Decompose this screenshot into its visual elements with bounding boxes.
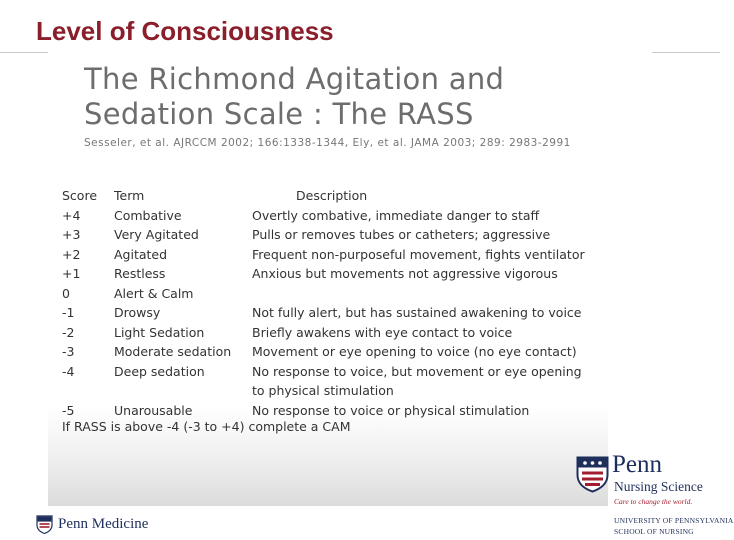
cell-description: Anxious but movements not aggressive vigorous [252, 266, 558, 282]
table-row [62, 401, 585, 421]
rass-heading-line1: The Richmond Agitation and [84, 62, 505, 96]
cell-score: -5 [62, 402, 75, 418]
cell-score: +3 [62, 227, 81, 243]
penn-wordmark: Penn [612, 451, 662, 478]
cell-description: Pulls or removes tubes or catheters; aggressive [252, 227, 551, 243]
table-row [62, 342, 585, 362]
cell-term: Alert & Calm [114, 285, 194, 301]
penn-shield-icon [36, 515, 53, 534]
cell-description: Briefly awakens with eye contact to voice [252, 324, 513, 340]
table-body [62, 206, 585, 421]
cell-description [252, 284, 585, 304]
cell-description: No response to voice, but movement or eye opening [252, 363, 582, 379]
cell-term: Combative [114, 207, 182, 223]
table-row [62, 323, 585, 343]
cell-description: No response to voice or physical stimulation [252, 402, 530, 418]
cell-description: Not fully alert, but has sustained awakening to voice [252, 305, 582, 321]
cell-score: -1 [62, 305, 75, 321]
cell-score: -2 [62, 324, 75, 340]
penn-nursing-logo [576, 451, 734, 540]
cell-description: to physical stimulation [252, 383, 394, 399]
nursing-science-wordmark: Nursing Science [614, 479, 703, 494]
header-description: Description [296, 188, 368, 204]
cell-term: Unarousable [114, 402, 193, 418]
cell-score: +4 [62, 207, 81, 223]
table-row [62, 264, 585, 284]
cell-term: Restless [114, 266, 166, 282]
rass-footnote: If RASS is above -4 (-3 to +4) complete a CAM [62, 419, 351, 434]
cell-score: +1 [62, 266, 81, 282]
penn-medicine-logo [36, 515, 148, 534]
cell-term: Light Sedation [114, 324, 205, 340]
cell-term: Drowsy [114, 305, 161, 321]
table-row [62, 206, 585, 226]
cell-score [62, 381, 114, 401]
university-line2: SCHOOL OF NURSING [614, 527, 694, 536]
table-row [62, 381, 585, 401]
table-header-row [62, 186, 585, 206]
penn-medicine-name: Penn Medicine [58, 516, 149, 532]
table-row [62, 303, 585, 323]
university-line1: UNIVERSITY OF PENNSYLVANIA [614, 516, 734, 525]
header-score: Score [62, 188, 98, 204]
penn-shield-icon [576, 456, 609, 493]
cell-description: Movement or eye opening to voice (no eye contact) [252, 344, 577, 360]
table-row [62, 362, 585, 382]
table-row [62, 245, 585, 265]
title-divider-right [652, 52, 720, 53]
rass-heading [84, 62, 504, 132]
table-row [62, 284, 585, 304]
cell-term [114, 381, 252, 401]
header-term: Term [114, 188, 145, 204]
title-divider-left [0, 52, 48, 53]
nursing-tagline: Care to change the world. [614, 497, 693, 506]
cell-term: Deep sedation [114, 363, 205, 379]
cell-score: -3 [62, 344, 75, 360]
rass-citation: Sesseler, et al. AJRCCM 2002; 166:1338-1344, Ely, et al. JAMA 2003; 289: 2983-2991 [84, 137, 571, 149]
slide-title: Level of Consciousness [36, 16, 334, 46]
cell-score: +2 [62, 246, 81, 262]
cell-description: Frequent non-purposeful movement, fights ventilator [252, 246, 585, 262]
table-row [62, 225, 585, 245]
rass-table [62, 186, 585, 420]
cell-term: Moderate sedation [114, 344, 232, 360]
cell-term: Agitated [114, 246, 168, 262]
cell-term: Very Agitated [114, 227, 199, 243]
cell-score: 0 [62, 285, 70, 301]
cell-description: Overtly combative, immediate danger to staff [252, 207, 540, 223]
rass-heading-line2: Sedation Scale : The RASS [84, 97, 474, 131]
cell-score: -4 [62, 363, 75, 379]
